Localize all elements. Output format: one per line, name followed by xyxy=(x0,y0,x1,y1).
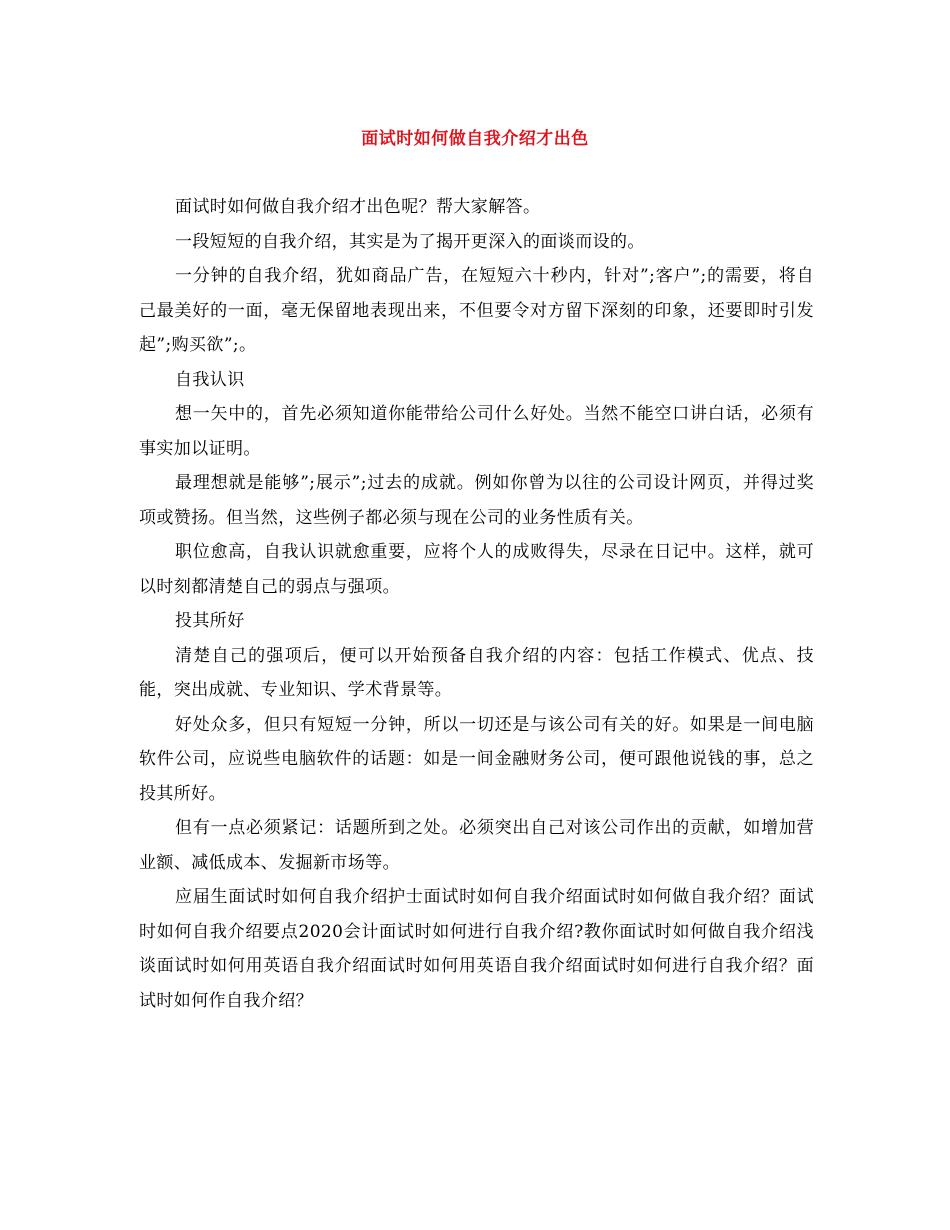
paragraph-intro: 面试时如何做自我介绍才出色呢？帮大家解答。 xyxy=(175,197,541,217)
paragraph-one-minute: 一分钟的自我介绍，犹如商品广告，在短短六十秒内，针对”;客户”;的需要，将自己最美好的一面，毫无保留地表现出来，不但要令对方留下深刻的印象，还要即时引发起”;购买欲”;。 xyxy=(139,266,814,355)
section-heading-cater: 投其所好 xyxy=(175,611,245,631)
paragraph-benefits: 想一矢中的，首先必须知道你能带给公司什么好处。当然不能空口讲白话，必须有事实加以证明。 xyxy=(139,404,814,459)
document-title: 面试时如何做自我介绍才出色 xyxy=(361,129,589,149)
paragraph-position: 职位愈高，自我认识就愈重要，应将个人的成败得失，尽录在日记中。这样，就可以时刻都清楚自己的弱点与强项。 xyxy=(139,542,814,597)
paragraph-remember: 但有一点必须紧记：话题所到之处。必须突出自己对该公司作出的贡献，如增加营业额、减低成本、发掘新市场等。 xyxy=(139,818,814,873)
paragraph-related-links: 应届生面试时如何自我介绍护士面试时如何自我介绍面试时如何做自我介绍？面试时如何自我介绍要点2020会计面试时如何进行自我介绍?教你面试时如何做自我介绍浅谈面试时如何用英语自我介绍面试时如何用英语自我介绍面试时如何进行自我介绍？面试时如何作自我介绍？ xyxy=(139,887,814,1011)
section-heading-self-knowledge: 自我认识 xyxy=(175,369,245,390)
paragraph-relevance: 好处众多，但只有短短一分钟，所以一切还是与该公司有关的好。如果是一间电脑软件公司，应说些电脑软件的话题：如是一间金融财务公司，便可跟他说钱的事，总之投其所好。 xyxy=(139,714,814,804)
paragraph-achievements: 最理想就是能够”;展示”;过去的成就。例如你曾为以往的公司设计网页，并得过奖项或赞扬。但当然，这些例子都必须与现在公司的业务性质有关。 xyxy=(139,473,814,528)
paragraph-purpose: 一段短短的自我介绍，其实是为了揭开更深入的面谈而设的。 xyxy=(175,231,645,252)
paragraph-prepare: 清楚自己的强项后，便可以开始预备自我介绍的内容：包括工作模式、优点、技能，突出成就、专业知识、学术背景等。 xyxy=(139,645,814,700)
document-body xyxy=(139,190,814,1018)
